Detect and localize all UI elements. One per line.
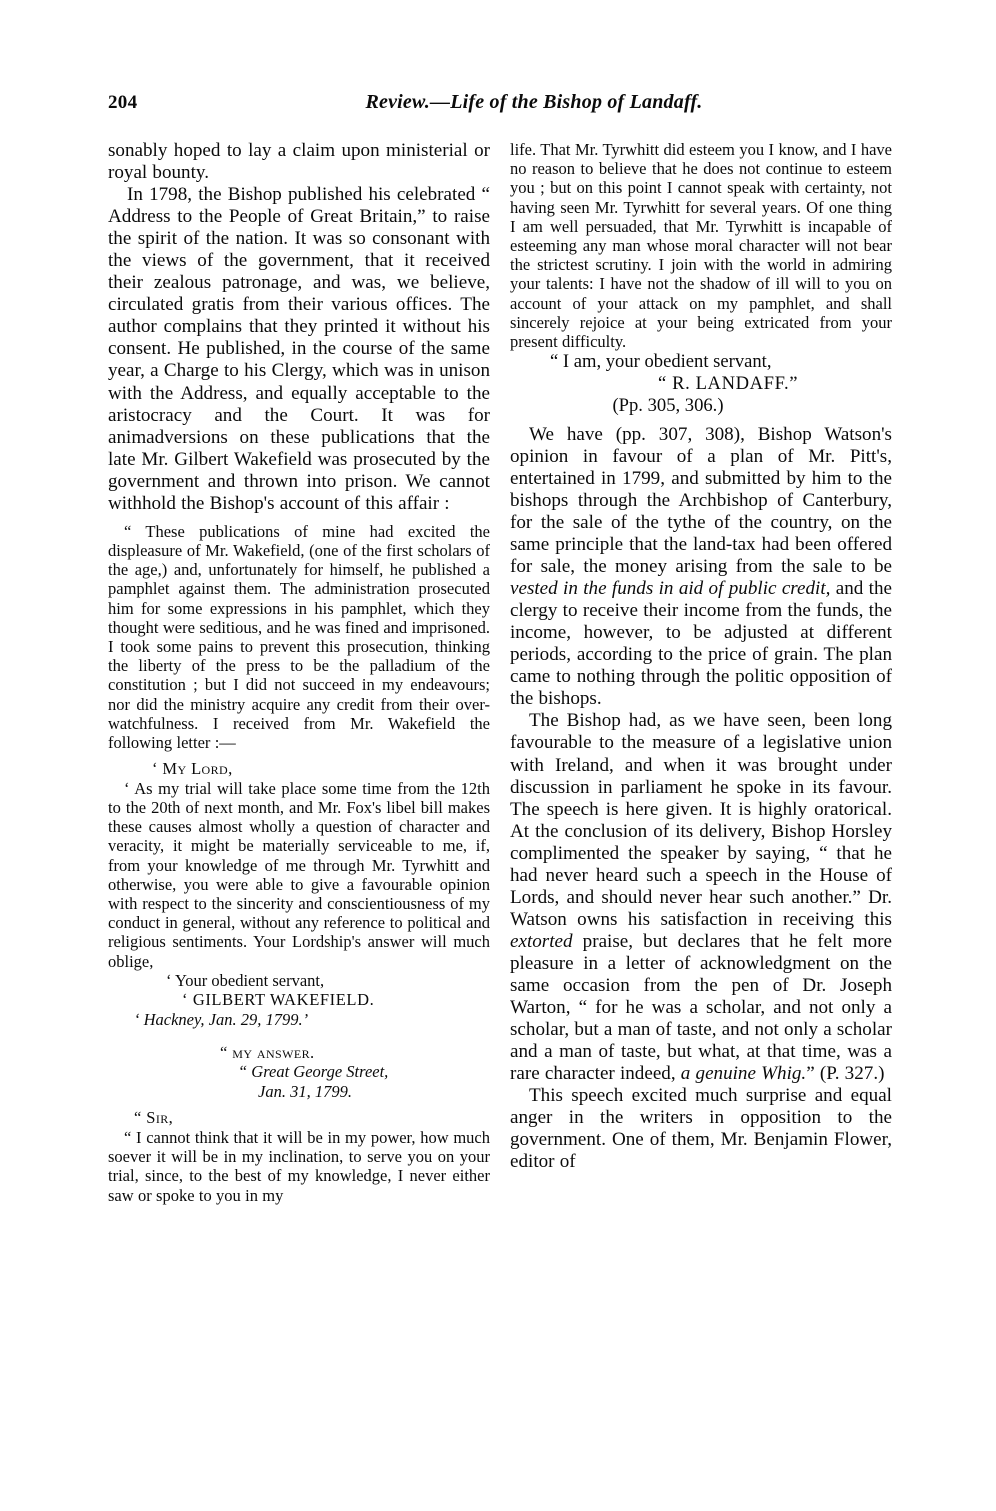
pitt-plan-text-a: We have (pp. 307, 308), Bishop Watson's opinion in favour of a plan of Mr. Pitt's, entertained in 1799, and submitted by him to the bishops through the Archbishop of Canterbury, for the sale of the tythe of the country, on the same principle that the land-tax had been offered for sale, the money arising from the sale to be (510, 423, 892, 578)
letter-valediction: ‘ Your obedient servant, (166, 970, 325, 990)
running-head-title: Review.—Life of the Bishop of Landaff. (365, 91, 703, 113)
union-text-b: praise, but declares that he felt more pleasure in a letter of acknowledgment on the same occasion from the pen of Dr. Joseph Warton, “ for he was a scholar, and not only a scholar, but a man of taste, and not only a scholar and a man of taste, but what, at that time, was a rare character indeed, (510, 930, 892, 1085)
answer-heading: “ my answer. (220, 1042, 315, 1062)
landaff-signature: “ R. LANDAFF.” (658, 373, 799, 395)
page-folio-number: 204 (108, 92, 138, 113)
paragraph-irish-union-speech (510, 710, 892, 1085)
answer-body: “ I cannot think that it will be in my power, how much soever it will be in my inclination, to serve you on your trial, since, to the best of my knowledge, I never either saw or spoke to you in my (108, 1128, 490, 1205)
extract-wakefield-prosecution: “ These publications of mine had excited the displeasure of Mr. Wakefield, (one of the first scholars of the age,) and, unfortunately for himself, he published a pamphlet against them. The administration prosecuted him for some expressions in his pamphlet, which they thought were seditious, and he was fined and imprisoned. I took some pains to prevent this prosecution, thinking the liberty of the press to be the palladium of the constitution ; but I did not succeed in my endeavours; nor did the ministry acquire any credit from their over-watchfulness. I received from Mr. Wakefield the following letter :— (108, 521, 490, 753)
union-italic-genuine-whig: a genuine Whig. (680, 1063, 807, 1085)
letter-place-date: ‘ Hackney, Jan. 29, 1799.’ (134, 1010, 309, 1030)
right-column (510, 140, 892, 1430)
pitt-plan-text-b: and the clergy to receive their income from the funds, the income, however, to be adjusted at different periods, according to the price of grain. The plan came to nothing through the politic opposition of the bishops. (510, 578, 892, 710)
answer-salutation-sir: “ Sir, (134, 1108, 174, 1128)
landaff-page-citation: (Pp. 305, 306.) (612, 395, 724, 417)
letter-wakefield-body: ‘ As my trial will take place some time from the 12th to the 20th of next month, and Mr. Fox's libel bill makes these causes almost wholly a question of character and veracity, it might be materially serviceable to me, if, from your knowledge of me through Mr. Tyrwhitt and otherwise, you were able to give a favourable opinion with respect to the sincerity and conscientiousness of my conduct in general, without any reference to political and religious sentiments. Your Lordship's answer will much oblige, (108, 778, 490, 971)
paragraph-speech-surprise: This speech excited much surprise and equal anger in the writers in opposition to the government. One of them, Mr. Benjamin Flower, editor of (510, 1085, 892, 1173)
paragraph-continued: sonably hoped to lay a claim upon ministerial or royal bounty. (108, 140, 490, 184)
answer-address-line: “ Great George Street, (238, 1062, 389, 1082)
body-columns (108, 140, 892, 1430)
union-text-c: ” (P. 327.) (806, 1063, 885, 1085)
left-column (108, 140, 490, 1430)
answer-date-line: Jan. 31, 1799. (258, 1081, 352, 1101)
extract-continued-tyrwhitt: life. That Mr. Tyrwhitt did esteem you I know, and I have no reason to believe that he does not continue to esteem you ; but on this point I cannot speak with certainty, not having seen Mr. Tyrwhitt for several years. Of one thing I am well persuaded, that Mr. Tyrwhitt is incapable of esteeming any man whose moral character will not bear the strictest scrutiny. I join with the world in admiring your talents: I have not the shadow of ill will to you on account of your attack on my pamphlet, and shall sincerely rejoice at your being extricated from your present difficulty. (510, 140, 892, 352)
paragraph-1798-address: In 1798, the Bishop published his celebrated “ Address to the People of Great Britain,” to raise the spirit of the nation. It was so consonant with the views of the government, that it received their zealous patronage, and was, we believe, circulated gratis from their various offices. The author complains that they printed it without his consent. He published, in the course of the same year, a Charge to his Clergy, which was in unison with the Address, and equally acceptable to the aristocracy and the Court. It was for animadversions on these publications that the late Mr. Gilbert Wakefield was prosecuted by the government and thrown into prison. We cannot withhold the Bishop's account of this affair : (108, 184, 490, 514)
union-italic-extorted: extorted (510, 930, 573, 952)
paragraph-pitt-tythe-plan (510, 424, 892, 711)
letter-signature-wakefield: ‘ GILBERT WAKEFIELD. (182, 990, 375, 1010)
pitt-plan-italic-phrase: vested in the funds in aid of public credit, (510, 578, 831, 600)
running-head (108, 92, 890, 118)
landaff-closing-line: “ I am, your obedient servant, (550, 351, 772, 373)
letter-salutation-my-lord: ‘ My Lord, (152, 759, 233, 779)
union-text-a: The Bishop had, as we have seen, been long favourable to the measure of a legislative union with Ireland, and when it was brought under discussion in parliament he spoke in its favour. The speech is here given. It is highly oratorical. At the conclusion of its delivery, Bishop Horsley complimented the speaker by saying, “ that he had never heard such a speech in the House of Lords, and should never hear such another.” Dr. Watson owns his satisfaction in receiving this (510, 710, 892, 930)
